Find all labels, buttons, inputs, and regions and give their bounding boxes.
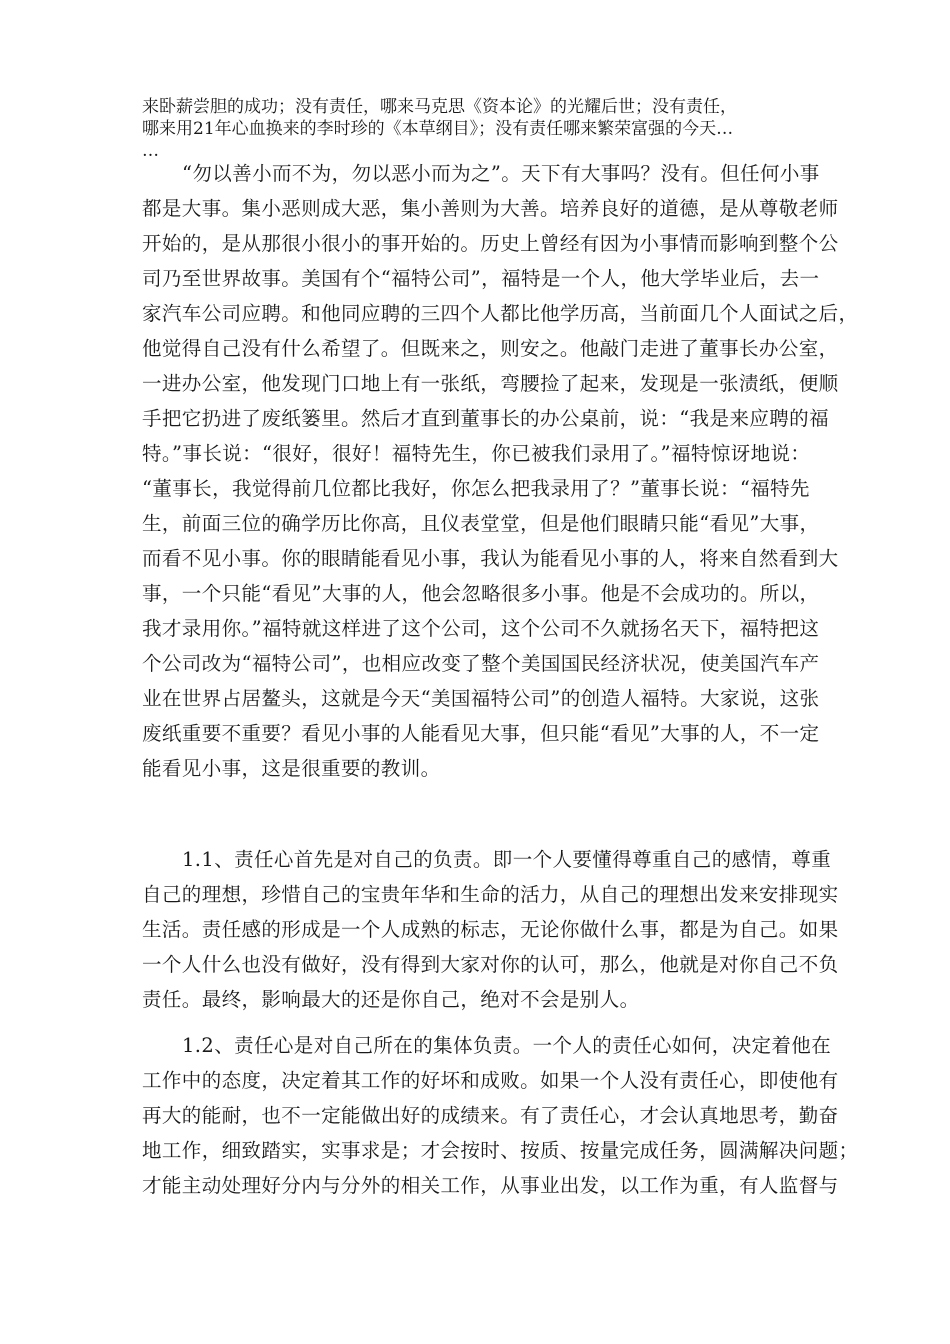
text-line: 一个人什么也没有做好，没有得到大家对你的认可，那么，他就是对你自己不负 (142, 953, 839, 976)
text-line: 个公司改为“福特公司”，也相应改变了整个美国国民经济状况，使美国汽车产 (142, 652, 820, 675)
text-line: 才能主动处理好分内与分外的相关工作，从事业出发，以工作为重，有人监督与 (142, 1174, 839, 1197)
text-line: 家汽车公司应聘。和他同应聘的三四个人都比他学历高，当前面几个人面试之后， (142, 302, 859, 325)
text-line: 都是大事。集小恶则成大恶，集小善则为大善。培养良好的道德，是从尊敬老师 (142, 197, 839, 220)
text-line: 事，一个只能“看见”大事的人，他会忽略很多小事。他是不会成功的。所以， (142, 582, 820, 605)
text-line: 特。”事长说：“很好，很好！福特先生，你已被我们录用了。”福特惊讶地说： (142, 442, 811, 465)
paragraph-section-1-1 (142, 842, 839, 1017)
text-line: … (142, 141, 159, 161)
text-line: “董事长，我觉得前几位都比我好，你怎么把我录用了？”董事长说：“福特先 (142, 477, 810, 500)
text-line: 废纸重要不重要？看见小事的人能看见大事，但只能“看见”大事的人，不一定 (142, 722, 820, 745)
text-line: 而看不见小事。你的眼睛能看见小事，我认为能看见小事的人，将来自然看到大 (142, 547, 839, 570)
text-line: 再大的能耐，也不一定能做出好的成绩来。有了责任心，才会认真地思考，勤奋 (142, 1104, 839, 1127)
text-line: 一进办公室，他发现门口地上有一张纸，弯腰捡了起来，发现是一张渍纸，便顺 (142, 372, 839, 395)
text-line: 地工作，细致踏实，实事求是；才会按时、按质、按量完成任务，圆满解决问题； (142, 1139, 859, 1162)
text-line: 来卧薪尝胆的成功；没有责任，哪来马克思《资本论》的光耀后世；没有责任， (142, 97, 737, 117)
text-line: 工作中的态度，决定着其工作的好坏和成败。如果一个人没有责任心，即使他有 (142, 1069, 839, 1092)
text-line: 自己的理想，珍惜自己的宝贵年华和生命的活力，从自己的理想出发来安排现实 (142, 883, 839, 906)
text-line: 他觉得自己没有什么希望了。但既来之，则安之。他敲门走进了董事长办公室， (142, 337, 839, 360)
text-line: “勿以善小而不为，勿以恶小而为之”。天下有大事吗？没有。但任何小事 (182, 162, 820, 185)
text-line: 能看见小事，这是很重要的教训。 (142, 757, 441, 780)
text-line: 手把它扔进了废纸篓里。然后才直到董事长的办公桌前，说：“我是来应聘的福 (142, 407, 829, 430)
intro-paragraph (142, 96, 822, 162)
text-line: 生活。责任感的形成是一个人成熟的标志，无论你做什么事，都是为自己。如果 (142, 918, 839, 941)
paragraph-ford-story (142, 156, 859, 786)
paragraph-section-1-2 (142, 1028, 859, 1203)
text-line: 我才录用你。”福特就这样进了这个公司，这个公司不久就扬名天下，福特把这 (142, 617, 820, 640)
text-line: 开始的，是从那很小很小的事开始的。历史上曾经有因为小事情而影响到整个公 (142, 232, 839, 255)
text-line: 司乃至世界故事。美国有个“福特公司”，福特是一个人，他大学毕业后，去一 (142, 267, 820, 290)
text-line: 1.1、责任心首先是对自己的负责。即一个人要懂得尊重自己的感情，尊重 (182, 848, 832, 871)
text-line: 1.2、责任心是对自己所在的集体负责。一个人的责任心如何，决定着他在 (182, 1034, 832, 1057)
text-line: 生，前面三位的确学历比你高，且仪表堂堂，但是他们眼睛只能“看见”大事， (142, 512, 820, 535)
text-line: 责任。最终，影响最大的还是你自己，绝对不会是别人。 (142, 988, 640, 1011)
text-line: 哪来用21年心血换来的李时珍的《本草纲目》；没有责任哪来繁荣富强的今天… (142, 119, 734, 139)
text-line: 业在世界占居鳌头，这就是今天“美国福特公司”的创造人福特。大家说，这张 (142, 687, 820, 710)
